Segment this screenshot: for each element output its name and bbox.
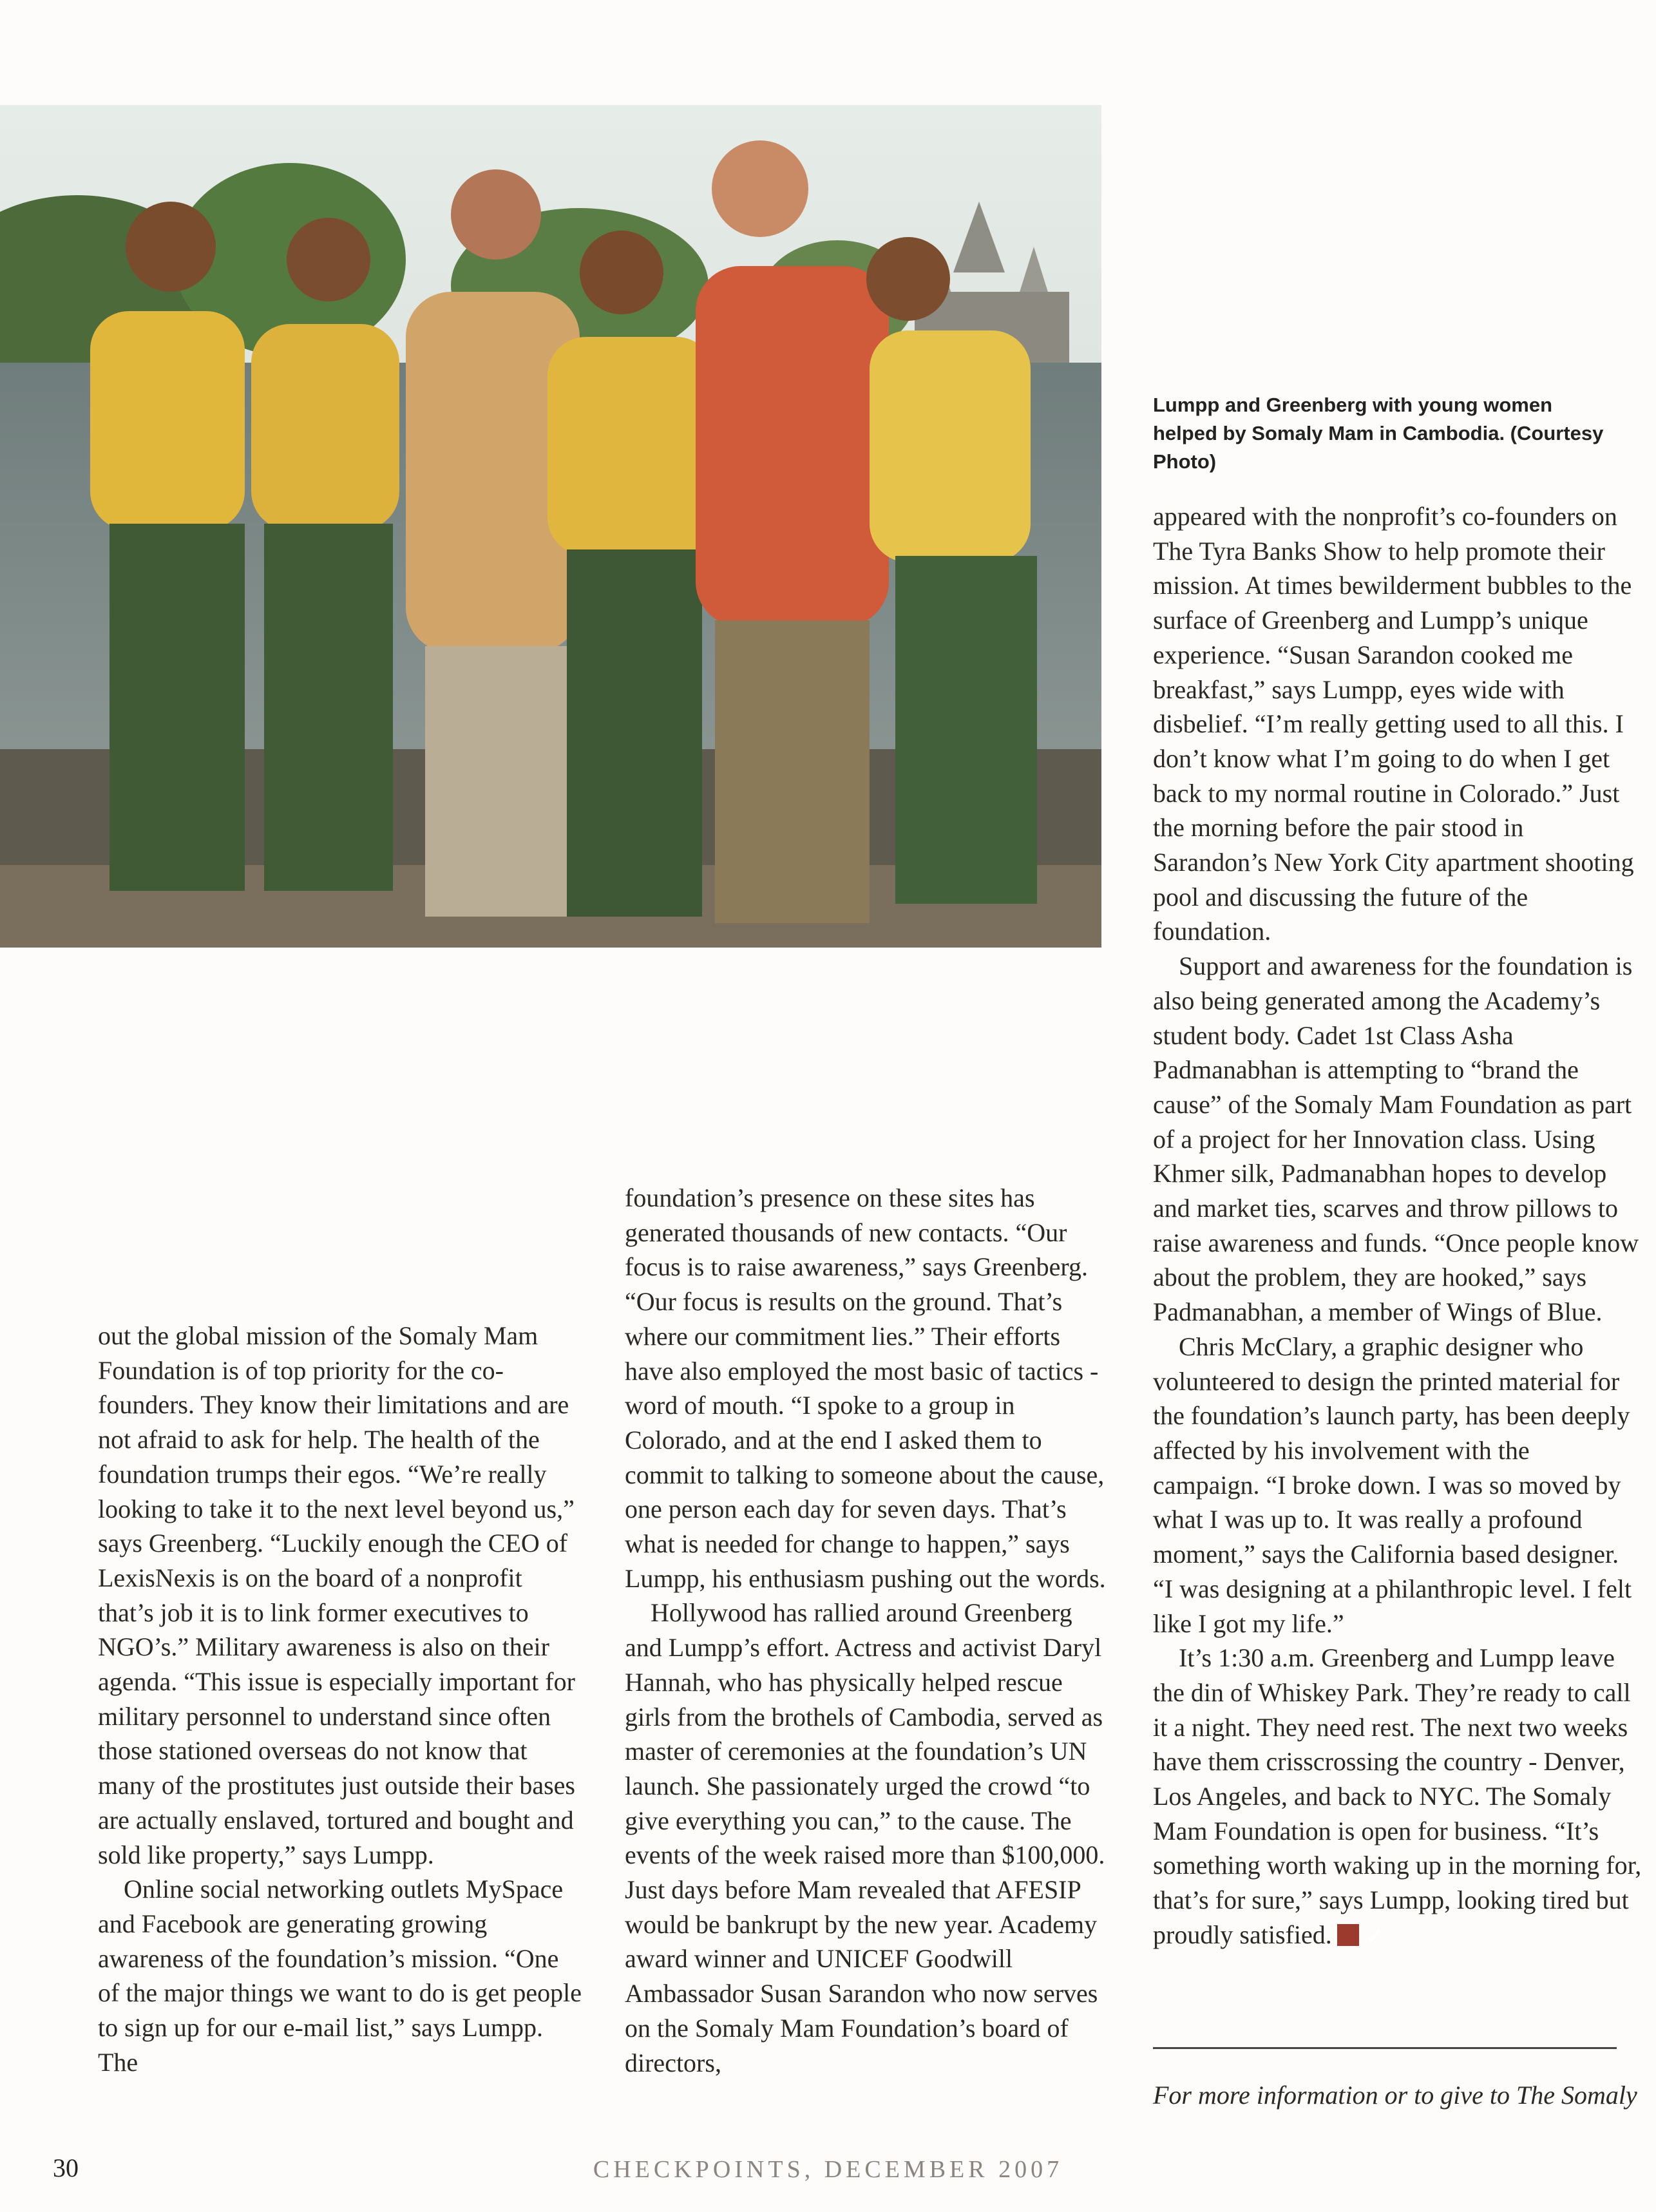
paragraph: foundation’s presence on these sites has generated thousands of new contacts. “Our focus is to raise awareness,” says Greenberg. “Our focus is results on the ground. That’s where our commitment lies.” Their efforts have also employed the most basic of tactics - word of mouth. “I spoke to a group in Colorado, and at the end I asked them to commit to talking to someone about the cause, one person each day for seven days. That’s what is needed for change to happen,” says Lumpp, his enthusiasm pushing out the words. xyxy=(625,1183,1106,1593)
article-photo xyxy=(0,105,1101,948)
paragraph-final-text: It’s 1:30 a.m. Greenberg and Lumpp leave the din of Whiskey Park. They’re ready to call it a night. They need rest. The next two weeks have them crisscrossing the country - Denver, Los Angeles, and back to NYC. The Somaly Mam Foundation is open for business. “It’s something worth waking up in the morning for, that’s for sure,” says Lumpp, looking tired but proudly satisfied. xyxy=(1153,1643,1642,1949)
paragraph: out the global mission of the Somaly Mam Foundation is of top priority for the co-founders. They know their limitations and are not afraid to ask for help. The health of the foundation trumps their egos. “We’re really looking to take it to the next level beyond us,” says Greenberg. “Luckily enough the CEO of LexisNexis is on the board of a nonprofit that’s job it is to link former executives to NGO’s.” Military awareness is also on their agenda. “This issue is especially important for military personnel to understand since often those stationed overseas do not know that many of the prostitutes just outside their bases are actually enslaved, tortured and bought and sold like property,” says Lumpp. xyxy=(98,1321,575,1869)
paragraph: Support and awareness for the foundation is also being generated among the Academy’s student body. Cadet 1st Class Asha Padmanabhan is attempting to “brand the cause” of the Somaly Mam Foundation as part of a project for her Innovation class. Using Khmer silk, Padmanabhan hopes to develop and market ties, scarves and throw pillows to raise awareness and funds. “Once people know about the problem, they are hooked,” says Padmanabhan, a member of Wings of Blue. xyxy=(1153,951,1639,1327)
paragraph: Chris McClary, a graphic designer who volunteered to design the printed material for the foundation’s launch party, has been deeply affected by his involvement with the campaign. “I broke down. I was so moved by what I was up to. It was really a profound moment,” says the California based designer. “I was designing at a philanthropic level. I felt like I got my life.” xyxy=(1153,1331,1632,1638)
text-column-1 xyxy=(98,1319,584,2079)
end-mark-icon xyxy=(1337,1924,1359,1946)
page-number: 30 xyxy=(53,2153,79,2182)
footnote-divider xyxy=(1153,2047,1617,2049)
footnote: For more information or to give to The Somaly xyxy=(1153,2081,1637,2110)
paragraph: appeared with the nonprofit’s co-founders on The Tyra Banks Show to help promote their mission. At times bewilderment bubbles to the surface of Greenberg and Lumpp’s unique experience. “Susan Sarandon cooked me breakfast,” says Lumpp, eyes wide with disbelief. “I’m really getting used to all this. I don’t know what I’m going to do when I get back to my normal routine in Colorado.” Just the morning before the pair stood in Sarandon’s New York City apartment shooting pool and discussing the future of the foundation. xyxy=(1153,502,1634,946)
text-column-2 xyxy=(625,1181,1111,2080)
text-column-3 xyxy=(1153,499,1642,1952)
paragraph-final xyxy=(1153,1641,1642,1952)
running-footer: CHECKPOINTS, DECEMBER 2007 xyxy=(593,2156,1063,2183)
photo-illustration xyxy=(0,105,1101,948)
paragraph: Hollywood has rallied around Greenberg and Lumpp’s effort. Actress and activist Daryl Hannah, who has physically helped rescue girls from the brothels of Cambodia, served as master of ceremonies at the foundation’s UN launch. She passionately urged the crowd “to give everything you can,” to the cause. The events of the week raised more than $100,000. Just days before Mam revealed that AFESIP would be bankrupt by the new year. Academy award winner and UNICEF Goodwill Ambassador Susan Sarandon who now serves on the Somaly Mam Foundation’s board of directors, xyxy=(625,1598,1105,2077)
paragraph: Online social networking outlets MySpace and Facebook are generating growing awareness of the foundation’s mission. “One of the major things we want to do is get people to sign up for our e-mail list,” says Lumpp. The xyxy=(98,1874,582,2077)
photo-caption: Lumpp and Greenberg with young women helped by Somaly Mam in Cambodia. (Courtesy Photo) xyxy=(1153,394,1604,473)
